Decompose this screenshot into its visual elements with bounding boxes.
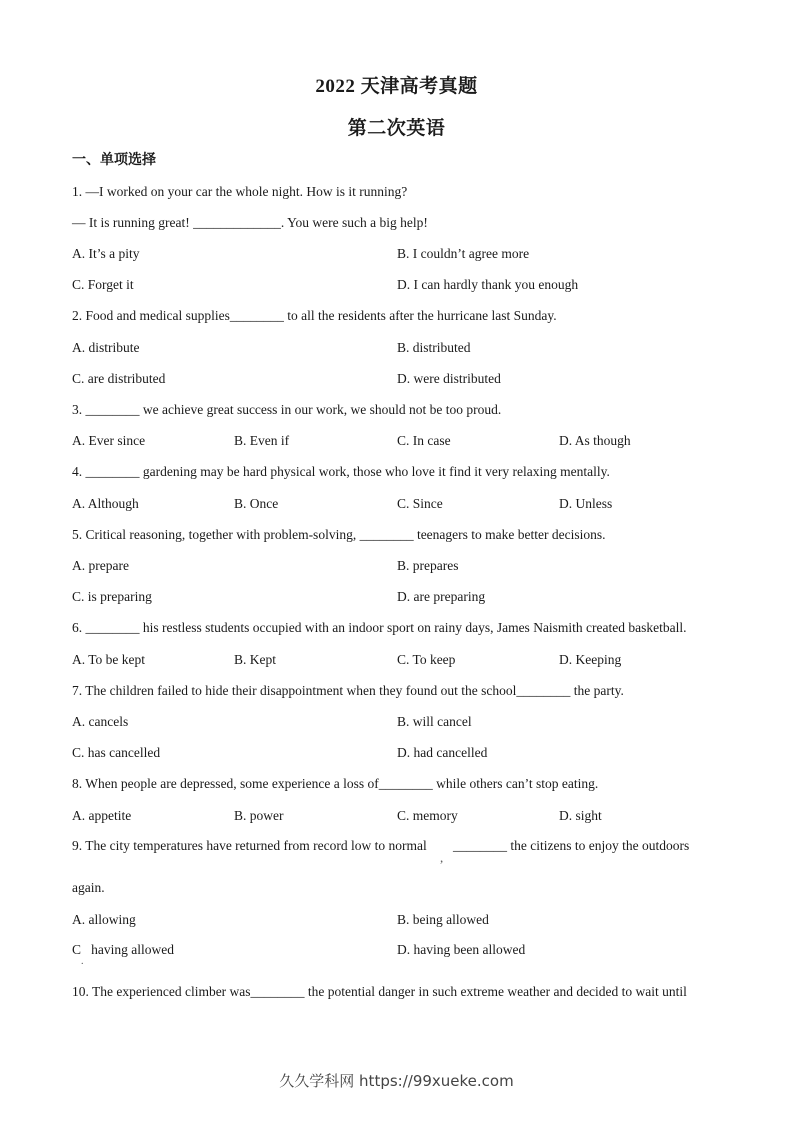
question-8-option-d: D. sight [559, 808, 602, 823]
question-5-option-b: B. prepares [397, 558, 459, 573]
question-4-stem: 4. ________ gardening may be hard physical work, those who love it find it very relaxing mentally. [72, 464, 610, 479]
question-9-option-d: D. having been allowed [397, 942, 526, 957]
question-8-stem: 8. When people are depressed, some experience a loss of________ while others can’t stop eating. [72, 776, 599, 791]
exam-subtitle: 第二次英语 [347, 118, 446, 139]
question-9-comma: , [440, 850, 444, 865]
question-5-stem: 5. Critical reasoning, together with problem-solving, ________ teenagers to make better decisions. [72, 527, 606, 542]
question-2-option-b: B. distributed [397, 340, 471, 355]
page-footer-watermark: 久久学科网 https://99xueke.com [279, 1072, 514, 1090]
question-7-stem: 7. The children failed to hide their disappointment when they found out the school________ the party. [72, 683, 624, 698]
question-3-option-a: A. Ever since [72, 433, 146, 448]
question-9-stem-continued: again. [72, 880, 105, 895]
question-3-option-b: B. Even if [234, 433, 290, 448]
question-8-option-a: A. appetite [72, 808, 132, 823]
question-1-option-c: C. Forget it [72, 277, 134, 292]
question-2-option-c: C. are distributed [72, 371, 166, 386]
question-1-dialogue: — It is running great! _____________. You were such a big help! [72, 215, 428, 230]
question-7-option-d: D. had cancelled [397, 745, 488, 760]
question-6-option-a: A. To be kept [72, 652, 146, 667]
question-9-stem-part1: 9. The city temperatures have returned from record low to normal [72, 838, 427, 853]
question-5-option-d: D. are preparing [397, 589, 486, 604]
question-9-option-b: B. being allowed [397, 912, 489, 927]
question-8-option-b: B. power [234, 808, 284, 823]
question-2-option-d: D. were distributed [397, 371, 501, 386]
question-9-stray-dot: . [81, 956, 84, 967]
exam-title: 2022 天津高考真题 [315, 76, 478, 97]
section-heading: 一、单项选择 [72, 152, 156, 168]
question-1-stem: 1. —I worked on your car the whole night. How is it running? [72, 184, 408, 199]
question-1-option-a: A. It’s a pity [72, 246, 140, 261]
question-3-option-c: C. In case [397, 433, 451, 448]
question-5-option-a: A. prepare [72, 558, 129, 573]
question-9-stem-part2: ________ the citizens to enjoy the outdoors [453, 838, 690, 853]
question-9-option-c: C having allowed [72, 942, 174, 957]
question-4-option-c: C. Since [397, 496, 443, 511]
question-5-option-c: C. is preparing [72, 589, 152, 604]
question-10-stem: 10. The experienced climber was________ the potential danger in such extreme weather and decided to wait until [72, 984, 687, 999]
question-7-option-c: C. has cancelled [72, 745, 161, 760]
question-4-option-d: D. Unless [559, 496, 613, 511]
question-9-option-a: A. allowing [72, 912, 136, 927]
question-1-option-b: B. I couldn’t agree more [397, 246, 530, 261]
question-3-stem: 3. ________ we achieve great success in our work, we should not be too proud. [72, 402, 502, 417]
question-6-option-d: D. Keeping [559, 652, 622, 667]
question-3-option-d: D. As though [559, 433, 631, 448]
question-4-option-a: A. Although [72, 496, 139, 511]
question-6-stem: 6. ________ his restless students occupied with an indoor sport on rainy days, James Naismith created basketball. [72, 620, 687, 635]
question-7-option-a: A. cancels [72, 714, 129, 729]
question-2-stem: 2. Food and medical supplies________ to all the residents after the hurricane last Sunday. [72, 308, 557, 323]
question-7-option-b: B. will cancel [397, 714, 472, 729]
question-6-option-b: B. Kept [234, 652, 276, 667]
question-1-option-d: D. I can hardly thank you enough [397, 277, 579, 292]
question-4-option-b: B. Once [234, 496, 279, 511]
question-2-option-a: A. distribute [72, 340, 140, 355]
question-8-option-c: C. memory [397, 808, 458, 823]
question-6-option-c: C. To keep [397, 652, 456, 667]
